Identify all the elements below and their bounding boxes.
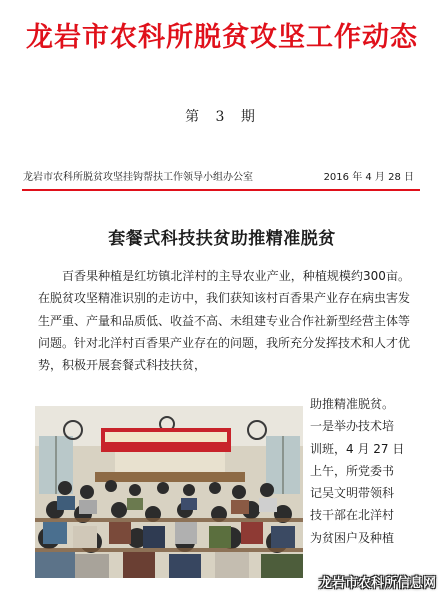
side-line: 训班，4 月 27 日 <box>310 441 405 456</box>
article-title: 套餐式科技扶贫助推精准脱贫 <box>108 229 336 249</box>
issue-suffix: 期 <box>240 109 259 125</box>
side-line: 上午，所党委书 <box>310 463 395 478</box>
issue-value: 3 <box>215 109 229 125</box>
article-side-text <box>310 393 414 549</box>
side-line: 技干部在北洋村 <box>310 508 395 523</box>
side-line: 助推精准脱贫。 <box>310 397 395 411</box>
issuing-office: 龙岩市农科所脱贫攻坚挂钩帮扶工作领导小组办公室 <box>23 172 253 183</box>
red-divider <box>22 189 420 191</box>
side-line: 记吴文明带领科 <box>310 486 395 501</box>
issue-number <box>0 106 444 126</box>
side-line: 一是举办技术培 <box>310 419 395 434</box>
masthead-title: 龙岩市农科所脱贫攻坚工作动态 <box>26 22 418 53</box>
issue-date: 2016 年 4 月 28 日 <box>323 172 414 183</box>
training-photo <box>35 406 303 578</box>
article-body <box>38 265 410 376</box>
issue-prefix: 第 <box>185 109 204 125</box>
side-line: 为贫困户及种植 <box>310 530 395 545</box>
article-paragraph: 百香果种植是红坊镇北洋村的主导农业产业，种植规模约300亩。在脱贫攻坚精准识别的走访中，我们获知该村百香果产业存在病虫害发生严重、产量和品质低、收益不高、未组建专业合作社新型经营主体等问题。针对北洋村百香果产业存在的问题，我所充分发挥技术和人才优势，积极开展套餐式科技扶贫， <box>38 269 411 373</box>
site-watermark: 龙岩市农科所信息网 <box>318 576 436 591</box>
training-photo-illustration <box>35 406 303 578</box>
